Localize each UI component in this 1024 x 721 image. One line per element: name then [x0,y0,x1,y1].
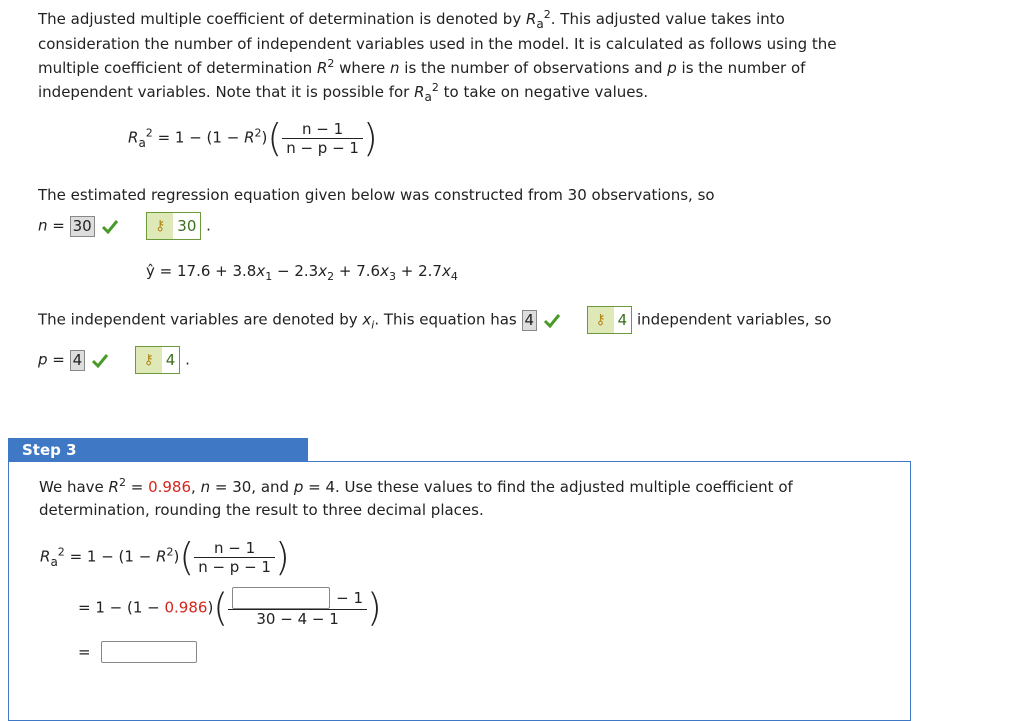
step3-line-2: determination, rounding the result to three decimal places. [39,501,484,519]
n-answer-box[interactable]: 30 [70,216,95,237]
step3-formula: $R_a^2 = 1 - (1 - R^2)$( $\frac{n - 1}{n - p - 1}$ ) [40,535,290,579]
formula-fraction: $\frac{n - 1}{n - p - 1}$ [282,120,363,157]
key-icon: ⚷ [136,347,162,373]
check-icon [101,218,119,234]
adjusted-r2-formula: $R_a^2 = 1 - (1 - R^2)$( $\frac{n - 1}{n - p - 1}$ ) [128,116,378,160]
intro-line-1: The adjusted multiple coefficient of determination is denoted by $R_a^2$. This adjusted value takes into [38,8,785,31]
n-key-answer[interactable]: ⚷ 30 [146,212,201,240]
observations-text: The estimated regression equation given below was constructed from 30 observations, so [38,186,715,204]
step3-line-1: We have $R^2 = 0.986$, n = 30, and p = 4. Use these values to find the adjusted multiple coefficient of [39,476,793,496]
independent-variables-row: The independent variables are denoted by $x_i$. This equation has 4 ⚷ 4 independent variables, so [38,306,831,334]
step3-sub-fraction: $\frac{- 1}{30 - 4 - 1}$ [228,587,367,628]
check-icon [91,352,109,368]
intro-paragraph [38,7,868,105]
p-answer-box[interactable]: 4 [70,350,86,371]
key-icon: ⚷ [147,213,173,239]
numerator-input[interactable] [232,587,330,609]
regression-equation: ŷ = $17.6 + 3.8x_1 - 2.3x_2 + 7.6x_3 + 2.7x_4$ [146,262,458,283]
step3-result-row: = [78,641,197,663]
intro-line-3: multiple coefficient of determination $R^2$ where n is the number of observations and p is the number of [38,57,806,77]
p-answer-row: p = 4 ⚷ 4 . [38,346,190,374]
key-icon: ⚷ [588,307,614,333]
step3-formula-fraction: $\frac{n - 1}{n - p - 1}$ [194,539,275,576]
step3-substitution: = 1 − (1 − 0.986)( $\frac{- 1}{30 - 4 - 1}$ ) [78,585,382,630]
step3-tab[interactable]: Step 3 [8,438,308,462]
intro-line-2: consideration the number of independent variables used in the model. It is calculated as follows using the [38,35,837,53]
k-key-answer[interactable]: ⚷ 4 [587,306,633,334]
p-key-answer[interactable]: ⚷ 4 [135,346,181,374]
step3-text [39,476,879,522]
n-answer-row: n = 30 ⚷ 30 . [38,212,211,240]
intro-line-4: independent variables. Note that it is possible for $R_a^2$ to take on negative values. [38,81,649,104]
k-answer-box[interactable]: 4 [522,310,538,331]
result-input[interactable] [101,641,197,663]
check-icon [543,312,561,328]
